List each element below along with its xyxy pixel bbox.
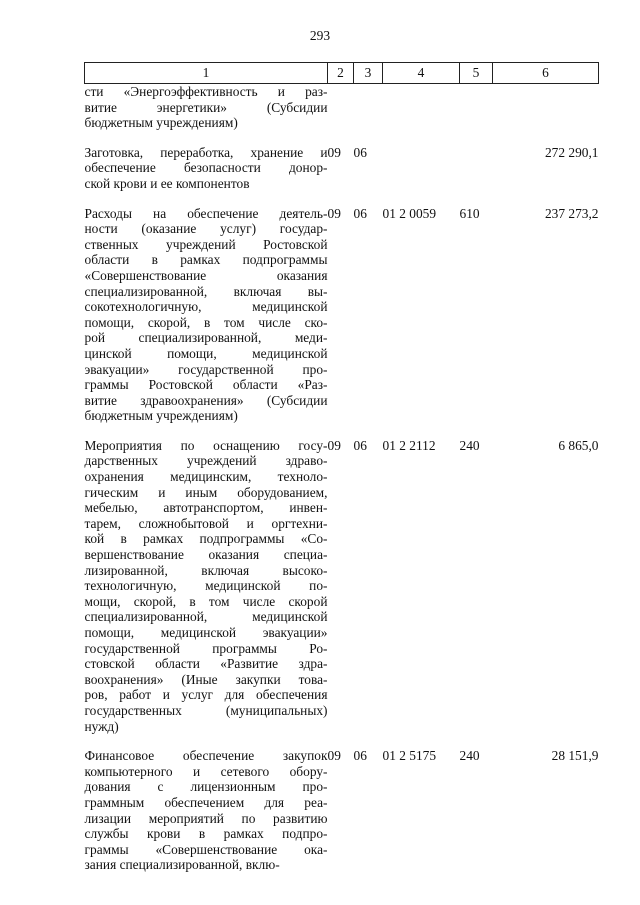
- description-line: Мероприятия по оснащению госу-: [84, 437, 328, 453]
- header-col-1: 1: [85, 63, 328, 84]
- table-row: [85, 748, 599, 873]
- row-description: [85, 145, 328, 192]
- amount-value: 237 273,2: [544, 205, 599, 221]
- header-col-2: 2: [328, 63, 354, 84]
- amount-value: [493, 84, 599, 131]
- header-col-5: 5: [460, 63, 493, 84]
- description-line: помощи, скорой, в том числе ско-: [84, 314, 328, 330]
- subsection-code: 06: [353, 437, 367, 453]
- description-line: области в рамках подпрограммы: [84, 252, 328, 268]
- expense-type-code: [460, 145, 493, 192]
- header-col-3: 3: [354, 63, 383, 84]
- description-line: дования с лицензионным про-: [84, 779, 328, 795]
- amount-value: 28 151,9: [551, 748, 599, 764]
- target-article-code: [383, 145, 460, 192]
- description-line: витие энергетики» (Субсидии: [84, 99, 328, 115]
- subsection-code: 06: [353, 748, 367, 764]
- description-line: зания специализированной, вклю-: [84, 857, 280, 873]
- description-line: гическим и иным оборудованием,: [84, 484, 328, 500]
- target-article-code: 01 2 2112: [382, 437, 436, 453]
- subsection-code: 06: [353, 144, 367, 160]
- description-line: государственной программы Ро-: [84, 640, 328, 656]
- target-article-code: 01 2 0059: [382, 205, 437, 221]
- row-description: [85, 438, 328, 734]
- description-line: Финансовое обеспечение закупок: [84, 748, 328, 764]
- description-line: эвакуации» государственной про-: [84, 361, 328, 377]
- section-code: 09: [327, 748, 341, 764]
- description-line: граммным обеспечением для реа-: [84, 794, 328, 810]
- table-row: [85, 84, 599, 131]
- description-line: государственных (муниципальных): [84, 702, 328, 718]
- description-line: граммы Ростовской области «Раз-: [84, 377, 328, 393]
- description-line: лизированной, включая высоко-: [84, 562, 328, 578]
- description-line: стовской области «Развитие здра-: [84, 656, 328, 672]
- section-code: 09: [327, 144, 341, 160]
- section-code: 09: [327, 437, 341, 453]
- description-line: воохранения» (Иные закупки това-: [84, 671, 328, 687]
- subsection-code: [354, 84, 383, 131]
- description-line: сти «Энергоэффективность и раз-: [84, 84, 328, 99]
- section-code: 09: [327, 205, 341, 221]
- row-spacer: [85, 424, 599, 438]
- row-description: [85, 84, 328, 131]
- expense-type-code: 610: [459, 205, 480, 221]
- description-line: службы крови в рамках подпро-: [84, 826, 328, 842]
- section-code: [328, 84, 354, 131]
- description-line: помощи, медицинской эвакуации»: [84, 625, 328, 640]
- description-line: Заготовка, переработка, хранение и: [84, 144, 328, 160]
- row-spacer: [85, 131, 599, 145]
- target-article-code: 01 2 5175: [382, 748, 437, 764]
- table-body: [85, 84, 599, 873]
- description-line: «Совершенствование оказания: [84, 267, 328, 283]
- description-line: ности (оказание услуг) государ-: [84, 221, 328, 237]
- table-row: [85, 145, 599, 192]
- row-description: [85, 748, 328, 873]
- row-description: [85, 206, 328, 424]
- description-line: технологичную, медицинской по-: [84, 578, 328, 594]
- description-line: кой в рамках подпрограммы «Со-: [84, 531, 328, 547]
- description-line: витие здравоохранения» (Субсидии: [84, 392, 328, 408]
- description-line: бюджетным учреждениям): [84, 115, 238, 131]
- description-line: специализированной, включая вы-: [84, 283, 328, 299]
- amount-value: 6 865,0: [558, 437, 599, 453]
- description-line: нужд): [84, 718, 119, 734]
- description-line: граммы «Совершенствование ока-: [84, 841, 328, 857]
- table-row: [85, 438, 599, 734]
- description-line: ров, работ и услуг для обеспечения: [84, 687, 328, 703]
- description-line: специализированной, медицинской: [84, 609, 328, 625]
- target-article-code: [383, 84, 460, 131]
- subsection-code: 06: [353, 205, 367, 221]
- description-line: сокотехнологичную, медицинской: [84, 299, 328, 315]
- description-line: мощи, скорой, в том числе скорой: [84, 593, 328, 609]
- expense-type-code: 240: [459, 437, 480, 453]
- page-number: 293: [309, 28, 331, 43]
- header-col-6: 6: [493, 63, 599, 84]
- description-line: охранения медицинским, техноло-: [84, 469, 328, 485]
- expense-type-code: [460, 84, 493, 131]
- description-line: бюджетным учреждениям): [84, 408, 238, 424]
- description-line: тарем, сложнобытовой и оргтехни-: [84, 515, 328, 531]
- table-row: [85, 206, 599, 424]
- description-line: вершенствование оказания специа-: [84, 547, 328, 563]
- description-line: ской крови и ее компонентов: [84, 175, 250, 191]
- expense-type-code: 240: [459, 748, 480, 764]
- amount-value: 272 290,1: [544, 144, 599, 160]
- description-line: Расходы на обеспечение деятель-: [84, 205, 328, 221]
- description-line: дарственных учреждений здраво-: [84, 453, 328, 469]
- description-line: лизации мероприятий по развитию: [84, 810, 328, 826]
- header-col-4: 4: [383, 63, 460, 84]
- description-line: рой специализированной, меди-: [84, 330, 328, 346]
- description-line: обеспечение безопасности донор-: [84, 160, 328, 176]
- budget-table: [84, 62, 599, 873]
- description-line: ственных учреждений Ростовской: [84, 236, 328, 252]
- table-header-row: [85, 63, 599, 84]
- description-line: цинской помощи, медицинской: [84, 345, 328, 361]
- description-line: мебелью, автотранспортом, инвен-: [84, 500, 328, 516]
- row-spacer: [85, 734, 599, 748]
- description-line: компьютерного и сетевого обору-: [84, 763, 328, 779]
- row-spacer: [85, 192, 599, 206]
